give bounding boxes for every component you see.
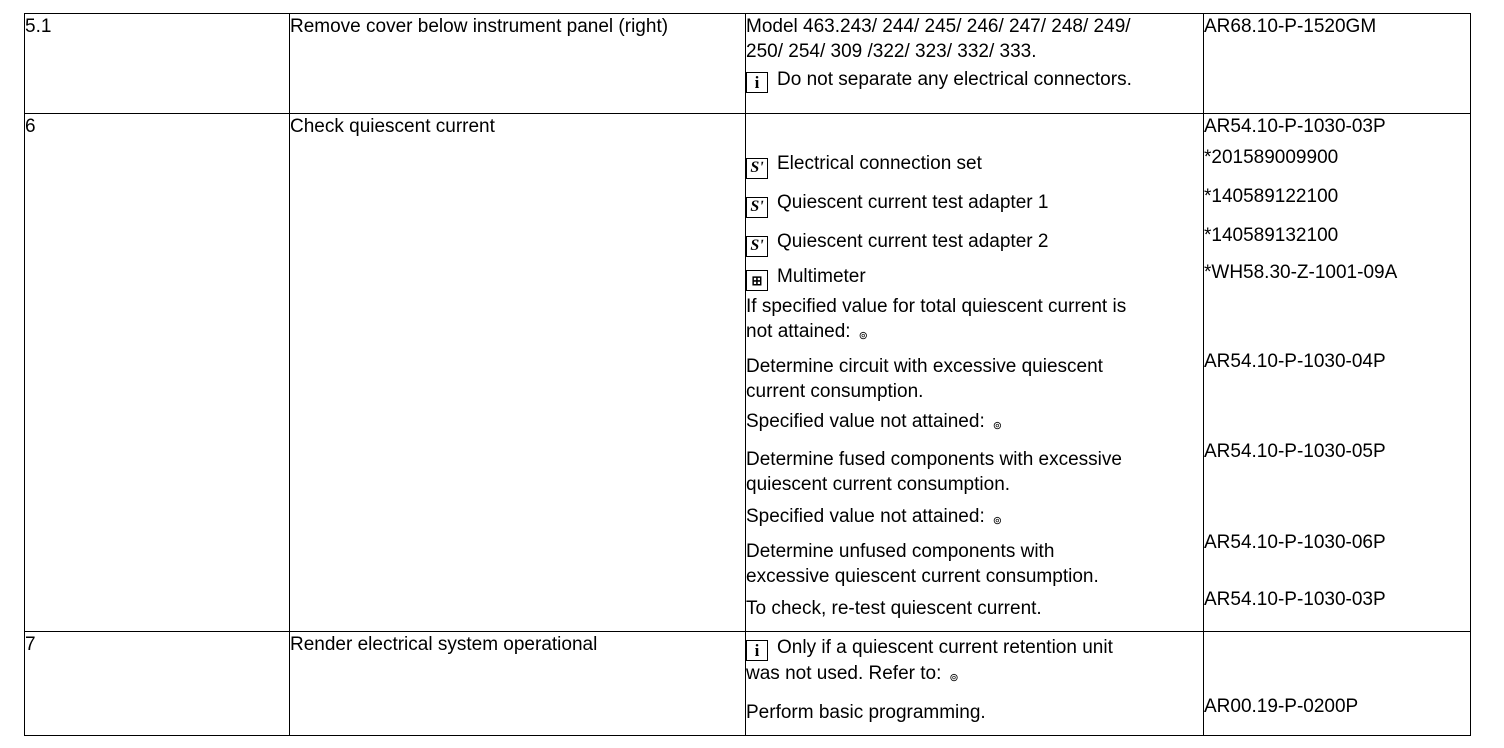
table-row [25, 632, 1471, 736]
procedure-line: excessive quiescent current consumption. [746, 566, 1099, 587]
multimeter-icon: ⊞ [746, 270, 768, 291]
procedure-line: current consumption. [746, 381, 924, 402]
reference-text[interactable]: AR54.10-P-1030-04P [1204, 351, 1386, 372]
tool-label: Electrical connection set [777, 153, 982, 174]
tool-icon: Sʹ [746, 158, 768, 179]
details-cell [746, 114, 1204, 632]
tool-ref: *WH58.30-Z-1001-09A [1204, 262, 1398, 283]
step-number-text: 5.1 [25, 16, 52, 37]
step-number [25, 114, 290, 632]
tool-ref: *201589009900 [1204, 147, 1339, 168]
tool-ref: *140589122100 [1204, 186, 1339, 207]
details-line: 250/ 254/ 309 /322/ 323/ 332/ 333. [746, 41, 1037, 62]
note-line [746, 661, 1203, 691]
table-row [25, 14, 1471, 114]
condition-line [746, 319, 1203, 349]
condition-line [746, 409, 1203, 439]
procedure-line: Determine unfused components with [746, 541, 1055, 562]
step-number [25, 14, 290, 114]
reference-cell [1204, 114, 1471, 632]
reference-cell [1204, 632, 1471, 736]
step-number-text: 6 [25, 116, 36, 137]
table-row [25, 114, 1471, 632]
action-cell [290, 632, 746, 736]
reference-icon[interactable]: ⊚ [949, 672, 959, 684]
procedure-table [24, 13, 1471, 736]
details-cell [746, 14, 1204, 114]
condition-text: not attained: [746, 321, 851, 342]
condition-line: If specified value for total quiescent current is [746, 296, 1127, 317]
procedure-line: Determine fused components with excessive [746, 449, 1122, 470]
tool-icon: Sʹ [746, 197, 768, 218]
tool-label: Quiescent current test adapter 1 [777, 192, 1049, 213]
procedure-line: Perform basic programming. [746, 702, 986, 723]
procedure-line: To check, re-test quiescent current. [746, 598, 1042, 619]
tool-line [746, 178, 1203, 217]
reference-icon[interactable]: ⊚ [992, 515, 1002, 527]
reference-icon[interactable]: ⊚ [858, 330, 868, 342]
procedure-line: Determine circuit with excessive quiescent [746, 356, 1103, 377]
reference-text[interactable]: AR00.19-P-0200P [1204, 696, 1359, 717]
note-line [746, 635, 1203, 661]
reference-text[interactable]: AR54.10-P-1030-03P [1204, 589, 1386, 610]
details-cell [746, 632, 1204, 736]
tool-ref: *140589132100 [1204, 225, 1339, 246]
tool-line [746, 139, 1203, 178]
tool-label: Quiescent current test adapter 2 [777, 231, 1049, 252]
condition-text: Specified value not attained: [746, 506, 985, 527]
reference-text[interactable]: AR54.10-P-1030-03P [1204, 116, 1386, 137]
reference-text[interactable]: AR54.10-P-1030-06P [1204, 532, 1386, 553]
reference-icon[interactable]: ⊚ [992, 420, 1002, 432]
condition-text: Specified value not attained: [746, 411, 985, 432]
tool-icon: Sʹ [746, 236, 768, 257]
condition-line [746, 504, 1203, 534]
info-icon: i [746, 72, 768, 93]
tool-line [746, 256, 1203, 291]
note-text: Only if a quiescent current retention unit [777, 637, 1113, 658]
info-icon: i [746, 640, 768, 661]
procedure-line: quiescent current consumption. [746, 474, 1011, 495]
reference-text[interactable]: AR54.10-P-1030-05P [1204, 441, 1386, 462]
note-text: was not used. Refer to: [746, 663, 942, 684]
action-cell [290, 14, 746, 114]
action-text: Remove cover below instrument panel (right) [290, 16, 669, 37]
action-cell [290, 114, 746, 632]
reference-text[interactable]: AR68.10-P-1520GM [1204, 16, 1377, 37]
action-text: Render electrical system operational [290, 634, 598, 655]
details-line: Model 463.243/ 244/ 245/ 246/ 247/ 248/ 249/ [746, 16, 1131, 37]
action-text: Check quiescent current [290, 116, 495, 137]
tool-label: Multimeter [777, 266, 866, 287]
note-line [746, 67, 1203, 93]
reference-cell [1204, 14, 1471, 114]
step-number [25, 632, 290, 736]
step-number-text: 7 [25, 634, 36, 655]
tool-line [746, 217, 1203, 256]
note-text: Do not separate any electrical connectors. [777, 69, 1132, 90]
